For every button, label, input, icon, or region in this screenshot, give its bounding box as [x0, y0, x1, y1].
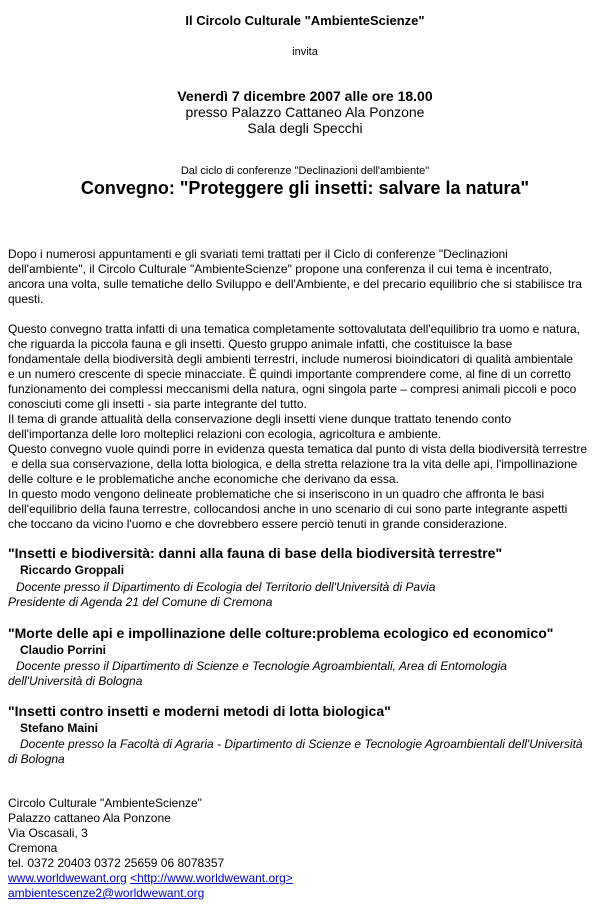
contact-address-2: Via Oscasali, 3	[8, 826, 88, 840]
affiliation-line: dell'Università di Bologna	[8, 674, 143, 688]
talk-3-title: "Insetti contro insetti e moderni metodi di lotta biologica"	[8, 703, 391, 719]
talk-2-speaker: Claudio Porrini	[20, 643, 107, 657]
venue-line-1: presso Palazzo Cattaneo Ala Ponzone	[185, 104, 425, 120]
paragraph-line: dell'ambiente", il Circolo Culturale "AmbienteScienze" propone una conferenza il cui tema è incentrato,	[8, 262, 553, 276]
venue-line-2: Sala degli Specchi	[247, 120, 363, 136]
contact-email-row	[8, 886, 408, 901]
paragraph-line: conosciuti come gli insetti - sia parte integrante del tutto.	[8, 397, 307, 411]
intro-paragraph	[8, 247, 604, 307]
paragraph-line: dell'importanza delle loro molteplici relazioni con ecologia, agricoltura e ambiente.	[8, 427, 442, 441]
paragraph-line: funzionamento dei complessi meccanismi della natura, ogni singola parte – compresi animali piccoli e poco	[8, 382, 577, 396]
series-subtitle: Dal ciclo di conferenze "Declinazioni dell'ambiente"	[180, 165, 430, 177]
paragraph-line: e un numero crescente di specie minacciate. È quindi importante comprendere come, al fine di un corretto	[8, 367, 571, 381]
talk-3-speaker: Stefano Maini	[20, 721, 99, 735]
paragraph-line: delle colture e le problematiche anche economiche che derivano da essa.	[8, 472, 399, 486]
affiliation-line: di Bologna	[8, 752, 65, 766]
contact-website-row	[8, 871, 408, 886]
contact-block	[8, 796, 408, 901]
talk-2-title: "Morte delle api e impollinazione delle colture:problema ecologico ed economico"	[8, 625, 554, 641]
website-full-link[interactable]: <http://www.worldwewant.org>	[130, 871, 293, 885]
paragraph-line: dell'equilibrio della fauna terrestre, collocandosi anche in uno scenario di cui sono parte integrante aspetti	[8, 502, 568, 516]
paragraph-line: Questo convegno vuole quindi porre in evidenza questa tematica dal punto di vista della biodiversità terrestre	[8, 442, 588, 456]
organizer-heading: Il Circolo Culturale "AmbienteScienze"	[185, 13, 425, 28]
invites-text: invita	[292, 46, 318, 58]
event-date: Venerdì 7 dicembre 2007 alle ore 18.00	[177, 88, 433, 104]
affiliation-line: Docente presso il Dipartimento di Ecologia del Territorio dell'Università di Pavia	[16, 580, 436, 594]
paragraph-line: questi.	[8, 292, 44, 306]
paragraph-line: che riguarda la piccola fauna e gli insetti. Questo gruppo animale infatti, che costituisce la base	[8, 337, 513, 351]
paragraph-line: che toccano da vicino l'uomo e che dovrebbero essere perciò tenuti in grande considerazione.	[8, 517, 508, 531]
talk-3-affiliation	[8, 737, 606, 767]
description-paragraph	[8, 322, 604, 532]
paragraph-line: ancora una volta, sulle tematiche dello Sviluppo e dell'Ambiente, e del precario equilibrio che si stabilisce tra	[8, 277, 582, 291]
paragraph-line: Questo convegno tratta infatti di una tematica completamente sottovalutata dell'equilibrio tra uomo e natura,	[8, 322, 580, 336]
contact-city: Cremona	[8, 841, 58, 855]
contact-phone: tel. 0372 20403 0372 25659 06 8078357	[8, 856, 225, 870]
paragraph-line: fondamentale della biodiversità degli ambienti terrestri, include numerosi bioindicatori di qualità ambientale	[8, 352, 573, 366]
affiliation-line: Presidente di Agenda 21 del Comune di Cremona	[8, 595, 273, 609]
conference-title: Convegno: "Proteggere gli insetti: salvare la natura"	[80, 178, 530, 198]
talk-1-affiliation	[8, 580, 606, 610]
affiliation-line: Docente presso la Facoltà di Agraria - Dipartimento di Scienze e Tecnologie Agroambientali dell'Università	[20, 737, 583, 751]
contact-address-1: Palazzo cattaneo Ala Ponzone	[8, 811, 171, 825]
affiliation-line: Docente presso il Dipartimento di Scienze e Tecnologie Agroambientali, Area di Entomologia	[16, 659, 507, 673]
email-link[interactable]: ambientescenze2@worldwewant.org	[8, 886, 205, 900]
paragraph-line: e della sua conservazione, della lotta biologica, e della stretta relazione tra la vita delle api, l'impollinazione	[8, 457, 578, 471]
website-link[interactable]: www.worldwewant.org	[8, 871, 127, 885]
contact-name: Circolo Culturale "AmbienteScienze"	[8, 796, 202, 810]
talk-2-affiliation	[8, 659, 606, 689]
talk-1-speaker: Riccardo Groppali	[20, 563, 125, 577]
paragraph-line: Il tema di grande attualità della conservazione degli insetti viene dunque trattato tenendo conto	[8, 412, 512, 426]
paragraph-line: In questo modo vengono delineate problematiche che si inseriscono in un quadro che affronta le basi	[8, 487, 545, 501]
talk-1-title: "Insetti e biodiversità: danni alla fauna di base della biodiversità terrestre"	[8, 545, 503, 561]
paragraph-line: Dopo i numerosi appuntamenti e gli svariati temi trattati per il Ciclo di conferenze "Declinazioni	[8, 247, 508, 261]
